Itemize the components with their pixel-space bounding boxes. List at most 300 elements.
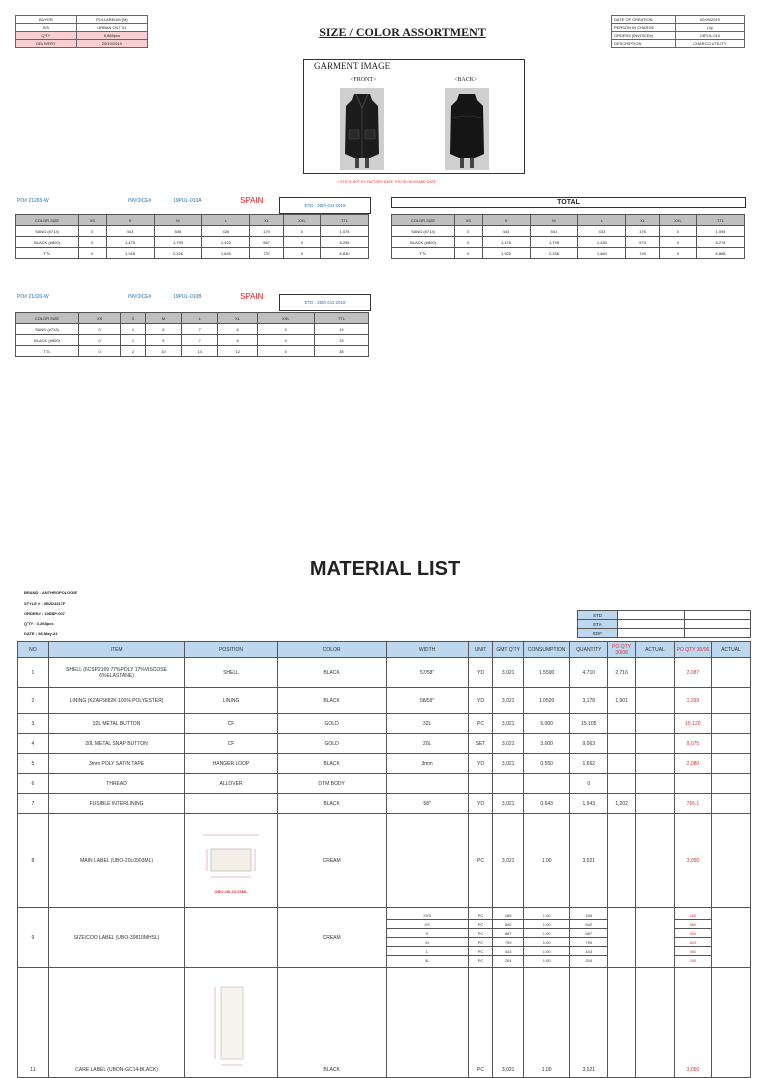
- size-subrow: [469, 911, 493, 920]
- size-subcell: PC: [469, 929, 493, 938]
- size-subcell: 887: [493, 929, 523, 938]
- material-cell-act1: [635, 658, 674, 688]
- material-cell-qty: 15,105: [570, 714, 608, 734]
- grid-cell: 433: [578, 226, 626, 237]
- grid-cell: 0: [79, 324, 121, 335]
- material-row-care-label: [18, 968, 751, 1078]
- grid-cell: 536: [154, 226, 202, 237]
- vest-front-image: [340, 88, 384, 170]
- material-cell-act1: [635, 908, 674, 968]
- material-cell-position: LINING: [185, 688, 277, 714]
- material-cell-position: CF: [185, 734, 277, 754]
- size-subtable: [493, 911, 523, 964]
- material-cell-position: [185, 908, 277, 968]
- grid-cell: 7: [182, 324, 218, 335]
- material-cell-color: BLACK: [277, 968, 386, 1078]
- grid-header-row: [16, 313, 369, 324]
- size-subcell: 204: [585, 957, 593, 963]
- size-subrow: [493, 929, 523, 938]
- material-cell-act1: [635, 774, 674, 794]
- material-cell-width: 57/58": [386, 658, 468, 688]
- material-cell-act2: [711, 734, 750, 754]
- size-subrow: [524, 920, 569, 929]
- grid-cell: BLACK (#800): [392, 237, 455, 248]
- header-right-row: [612, 24, 745, 32]
- size-subcell: 1.00: [524, 911, 569, 920]
- material-header-cell: GMT Q'TY: [493, 642, 524, 658]
- header-left-row: [16, 32, 148, 40]
- material-cell-po1: 1,901: [608, 688, 636, 714]
- grid-header-cell: M: [154, 215, 202, 226]
- grid-header-cell: COLOR SIZE: [392, 215, 455, 226]
- meta-qty: Q'TY : 3,268pcs: [24, 621, 54, 626]
- size-subrow: [524, 956, 569, 965]
- size-subcell: 1.00: [524, 929, 569, 938]
- header-left-value: PULLAREUM (M): [76, 16, 147, 24]
- po2-invoice-label: INVOICE#: [128, 294, 152, 300]
- material-cell-act1: [635, 714, 674, 734]
- material-cell-po2: 1,299: [674, 688, 711, 714]
- material-cell-act1: [635, 968, 674, 1078]
- material-cell-po1: 2,716: [608, 658, 636, 688]
- size-subrow: [524, 911, 569, 920]
- material-cell-color: BLACK: [277, 658, 386, 688]
- grid-cell: 1: [121, 324, 145, 335]
- eta-label: ETA: [578, 620, 618, 629]
- size-subrow: [524, 929, 569, 938]
- meta-brand: BRAND : ANTHROPOLOGIE: [24, 590, 78, 595]
- material-cell-qty: 3,021: [570, 968, 608, 1078]
- front-label: <FRONT>: [350, 77, 377, 83]
- material-cell-qty: [570, 908, 608, 968]
- grid-cell: 0: [79, 248, 107, 259]
- material-cell-gmt: 3,021: [493, 688, 524, 714]
- size-subcell: 180: [675, 911, 711, 920]
- size-subcell: 900: [675, 929, 711, 938]
- material-cell-cons: [524, 908, 570, 968]
- size-subcell: 799: [493, 938, 523, 947]
- material-cell-width: 32L: [386, 714, 468, 734]
- material-cell-no: 5: [18, 754, 49, 774]
- material-cell-item: 32L METAL BUTTON: [48, 714, 185, 734]
- grid-cell: 444: [482, 226, 530, 237]
- grid-header-cell: COLOR SIZE: [16, 313, 79, 324]
- po1-size-table: [15, 214, 369, 259]
- po2-country: SPAIN: [240, 292, 264, 301]
- material-row: [18, 688, 751, 714]
- material-cell-gmt: [493, 774, 524, 794]
- material-cell-position: [185, 968, 277, 1078]
- material-cell-color: BLACK: [277, 754, 386, 774]
- material-cell-no: 3: [18, 714, 49, 734]
- back-label: <BACK>: [454, 77, 478, 83]
- header-right-value: CHARCO UTILITY: [675, 40, 744, 48]
- vest-back-image: [445, 88, 489, 170]
- grid-cell: TTL: [392, 248, 455, 259]
- grid-row: [392, 226, 745, 237]
- size-subcell: 240: [689, 957, 697, 963]
- grid-cell: 2,336: [530, 248, 578, 259]
- material-cell-item: CARE LABEL (UBON-GC14-BLACK): [48, 968, 185, 1078]
- material-cell-gmt: 3,021: [493, 734, 524, 754]
- material-row: [18, 814, 751, 908]
- grid-header-cell: TTL: [321, 215, 369, 226]
- grid-cell: 5,255: [321, 237, 369, 248]
- grid-cell: 5: [145, 335, 181, 346]
- size-subcell: 1.00: [524, 938, 569, 947]
- material-cell-position: [185, 814, 277, 908]
- grid-header-cell: L: [182, 313, 218, 324]
- grid-cell: 6: [218, 335, 257, 346]
- material-row: [18, 754, 751, 774]
- header-right-value: 02/09/2019: [675, 16, 744, 24]
- material-cell-width: [386, 814, 468, 908]
- size-subcell: PC: [469, 938, 493, 947]
- label-diagram-icon: [199, 827, 263, 887]
- material-cell-position: SHELL: [185, 658, 277, 688]
- size-subcell: 460: [675, 947, 711, 956]
- header-right-table: [611, 15, 745, 48]
- size-subrow: [387, 911, 468, 920]
- grid-header-cell: TTL: [697, 215, 745, 226]
- header-right-row: [612, 40, 745, 48]
- material-cell-unit: YD: [468, 658, 493, 688]
- size-subrow: [469, 947, 493, 956]
- grid-header-cell: L: [202, 215, 250, 226]
- material-header-cell: UNIT: [468, 642, 493, 658]
- size-subrow: [524, 947, 569, 956]
- grid-cell: 14: [182, 346, 218, 357]
- size-subrow: [570, 920, 607, 929]
- material-cell-width: 20L: [386, 734, 468, 754]
- material-cell-position: [185, 794, 277, 814]
- material-header-cell: CONSUMPTION: [524, 642, 570, 658]
- grid-cell: 1,790: [154, 237, 202, 248]
- material-cell-no: 8: [18, 814, 49, 908]
- material-cell-no: 6: [18, 774, 49, 794]
- size-subrow: [675, 929, 711, 938]
- header-left-label: Q'TY: [16, 32, 77, 40]
- grid-header-cell: XS: [79, 215, 107, 226]
- material-cell-gmt: 3,021: [493, 754, 524, 774]
- size-subrow: [675, 911, 711, 920]
- size-subtable: [524, 911, 569, 964]
- grid-header-row: [392, 215, 745, 226]
- grid-cell: 170: [250, 226, 283, 237]
- material-header-cell: NO: [18, 642, 49, 658]
- grid-cell: 0: [79, 226, 107, 237]
- grid-cell: 1,475: [106, 237, 154, 248]
- size-subcell: 799: [570, 938, 607, 947]
- size-subrow: [570, 911, 607, 920]
- size-subrow: [493, 938, 523, 947]
- grid-header-cell: XS: [79, 313, 121, 324]
- grid-cell: 0: [455, 248, 483, 259]
- grid-cell: 1,863: [578, 248, 626, 259]
- material-header-cell: COLOR: [277, 642, 386, 658]
- material-cell-width: [386, 774, 468, 794]
- material-cell-act1: [635, 814, 674, 908]
- size-subrow: [469, 938, 493, 947]
- grid-header-cell: L: [578, 215, 626, 226]
- grid-cell: 0: [659, 248, 696, 259]
- size-subrow: [387, 938, 468, 947]
- po1-invoice: 19PUL-010A: [173, 198, 202, 204]
- page-title: SIZE / COLOR ASSORTMENT: [319, 25, 486, 39]
- material-row: [18, 794, 751, 814]
- grid-cell: 426: [202, 226, 250, 237]
- header-left-value: 20/10/2019: [76, 40, 147, 48]
- material-header-row: [18, 642, 751, 658]
- std-label: STD: [578, 611, 618, 620]
- size-subcell: 560: [675, 920, 711, 929]
- size-subrow: [675, 920, 711, 929]
- edf-label: EDF: [578, 629, 618, 638]
- material-cell-cons: 3.000: [524, 734, 570, 754]
- material-cell-color: CREAM: [277, 908, 386, 968]
- material-cell-no: 2: [18, 688, 49, 714]
- material-cell-po2: 3,050: [674, 968, 711, 1078]
- grid-cell: 1,423: [202, 237, 250, 248]
- material-cell-position: ALLOVER: [185, 774, 277, 794]
- grid-header-cell: S: [482, 215, 530, 226]
- material-cell-act2: [711, 658, 750, 688]
- material-header-cell: WIDTH: [386, 642, 468, 658]
- material-cell-act1: [635, 754, 674, 774]
- grid-cell: 0: [659, 226, 696, 237]
- grid-cell: 1,476: [482, 237, 530, 248]
- material-cell-act2: [711, 688, 750, 714]
- material-cell-item: LINING (KZAF5882K 100% POLYESTER): [48, 688, 185, 714]
- material-cell-act1: [635, 794, 674, 814]
- grid-row: [16, 324, 369, 335]
- care-label-diagram-icon: [201, 981, 261, 1071]
- header-left-label: BUYER: [16, 16, 77, 24]
- material-cell-unit: PC: [468, 968, 493, 1078]
- material-cell-po2: 2,087: [674, 658, 711, 688]
- po1-number: PO# 21265-W: [17, 198, 49, 204]
- header-right-row: [612, 32, 745, 40]
- grid-cell: 0: [455, 226, 483, 237]
- grid-header-cell: XL: [250, 215, 283, 226]
- grid-header-cell: XXL: [283, 215, 320, 226]
- total-title: TOTAL: [391, 197, 746, 208]
- size-subrow: [524, 938, 569, 947]
- size-subcell: 1.00: [524, 920, 569, 929]
- grid-row: [16, 237, 369, 248]
- grid-cell: 443: [106, 226, 154, 237]
- size-subrow: [570, 929, 607, 938]
- size-subcell: 1.00: [524, 947, 569, 956]
- material-cell-act1: [635, 688, 674, 714]
- material-cell-no: 11: [18, 968, 49, 1078]
- grid-header-cell: M: [145, 313, 181, 324]
- grid-cell: SAND (#713): [16, 226, 79, 237]
- material-cell-item: FUSIBLE INTERLINING: [48, 794, 185, 814]
- material-cell-item: MAIN LABEL (UBO-20L0903ML): [48, 814, 185, 908]
- grid-cell: 0: [257, 335, 314, 346]
- size-subcell: 1.00: [542, 957, 551, 963]
- material-cell-color: DTM BODY: [277, 774, 386, 794]
- material-cell-po1: [608, 968, 636, 1078]
- header-right-value: Lily: [675, 24, 744, 32]
- size-subrow: [387, 929, 468, 938]
- size-subrow: [493, 956, 523, 965]
- material-cell-act2: [711, 774, 750, 794]
- header-right-value: 19PUL-010: [675, 32, 744, 40]
- material-cell-cons: 5.000: [524, 714, 570, 734]
- grid-header-cell: XL: [626, 215, 659, 226]
- material-cell-no: 1: [18, 658, 49, 688]
- po2-invoice: 19PUL-010B: [173, 294, 202, 300]
- grid-cell: 0: [283, 226, 320, 237]
- grid-header-cell: XXL: [257, 313, 314, 324]
- material-header-cell: ACTUAL: [635, 642, 674, 658]
- material-header-cell: QUANTITY: [570, 642, 608, 658]
- header-left-value: URBAN OUT 01: [76, 24, 147, 32]
- grid-cell: 1,849: [202, 248, 250, 259]
- material-cell-qty: 3,178: [570, 688, 608, 714]
- material-cell-color: CREAM: [277, 814, 386, 908]
- material-header-cell: POSITION: [185, 642, 277, 658]
- material-cell-position: CF: [185, 714, 277, 734]
- grid-cell: 6,830: [321, 248, 369, 259]
- material-cell-act2: [711, 908, 750, 968]
- grid-cell: 19: [314, 324, 368, 335]
- header-left-value: 6,868pcs: [76, 32, 147, 40]
- grid-cell: 0: [257, 324, 314, 335]
- grid-cell: 573: [626, 237, 659, 248]
- material-cell-unit: YD: [468, 688, 493, 714]
- material-cell-unit: YD: [468, 794, 493, 814]
- grid-cell: 541: [530, 226, 578, 237]
- material-cell-cons: 0.643: [524, 794, 570, 814]
- size-subcell: 443: [570, 947, 607, 956]
- material-cell-po1: [608, 714, 636, 734]
- material-header-cell: ITEM: [48, 642, 185, 658]
- material-cell-cons: [524, 774, 570, 794]
- size-subcell: L: [387, 947, 468, 956]
- material-cell-item: 3mm POLY SATIN TAPE: [48, 754, 185, 774]
- size-subcell: 887: [570, 929, 607, 938]
- size-subrow: [570, 947, 607, 956]
- grid-row: [16, 346, 369, 357]
- material-cell-gmt: 3,021: [493, 794, 524, 814]
- size-subrow: [675, 938, 711, 947]
- main-label-caption: UBO-20L10-01ML: [214, 889, 248, 894]
- material-cell-qty: 1,662: [570, 754, 608, 774]
- garment-image-box: [303, 59, 525, 174]
- header-right-label: DESCRIPTION: [612, 40, 676, 48]
- material-cell-unit: [468, 774, 493, 794]
- grid-header-cell: M: [530, 215, 578, 226]
- header-right-label: ORDER# (INVOICE#): [612, 32, 676, 40]
- material-cell-po1: [608, 908, 636, 968]
- material-cell-unit: PC: [468, 714, 493, 734]
- size-subcell: 165: [493, 911, 523, 920]
- grid-cell: 7: [182, 335, 218, 346]
- grid-header-cell: TTL: [314, 313, 368, 324]
- material-cell-cons: 1.00: [524, 968, 570, 1078]
- size-subrow: [570, 938, 607, 947]
- material-cell-po2: 2,080: [674, 754, 711, 774]
- material-cell-act2: [711, 754, 750, 774]
- grid-cell: 2,326: [154, 248, 202, 259]
- size-subrow: [469, 956, 493, 965]
- material-cell-gmt: 3,021: [493, 814, 524, 908]
- size-subcell: XXS: [387, 911, 468, 920]
- material-cell-qty: 4,710: [570, 658, 608, 688]
- grid-cell: 749: [626, 248, 659, 259]
- material-cell-qty: 3,021: [570, 814, 608, 908]
- material-cell-gmt: [493, 908, 524, 968]
- size-subcell: 165: [570, 911, 607, 920]
- material-cell-po2: [674, 908, 711, 968]
- material-cell-po2: 15,120: [674, 714, 711, 734]
- main-label-drawing: [199, 827, 263, 889]
- grid-cell: 1,575: [321, 226, 369, 237]
- size-subtable: [387, 911, 468, 964]
- header-left-label: S/S: [16, 24, 77, 32]
- grid-cell: SAND (#713): [16, 324, 79, 335]
- material-cell-color: BLACK: [277, 688, 386, 714]
- material-cell-po1: [608, 814, 636, 908]
- material-table: [17, 641, 751, 1078]
- material-header-cell: PO QTY 30/06: [608, 642, 636, 658]
- size-subcell: PC: [469, 947, 493, 956]
- header-right-label: DATE OF CREATION: [612, 16, 676, 24]
- material-row-size-label: [18, 908, 751, 968]
- size-subtable: [469, 911, 493, 964]
- material-cell-gmt: 3,021: [493, 968, 524, 1078]
- material-cell-item: 20L METAL SNAP BUTTON: [48, 734, 185, 754]
- grid-cell: 0: [659, 237, 696, 248]
- grid-cell: 0: [283, 237, 320, 248]
- grid-cell: 176: [626, 226, 659, 237]
- std-eta-edf-table: [577, 610, 751, 638]
- material-cell-color: BLACK: [277, 794, 386, 814]
- material-row: [18, 714, 751, 734]
- grid-row: [392, 248, 745, 259]
- material-cell-item: SIZE/COO LABEL (UBO-39810MHSL): [48, 908, 185, 968]
- grid-cell: 38: [314, 346, 368, 357]
- grid-cell: 19: [314, 335, 368, 346]
- size-subrow: [570, 956, 607, 965]
- grid-cell: 0: [79, 237, 107, 248]
- grid-cell: TTL: [16, 248, 79, 259]
- size-subcell: 840: [675, 938, 711, 947]
- material-cell-item: SHELL (6CSP2169 77%POLY 17%VISCOSE 6%ELASTANE): [48, 658, 185, 688]
- material-cell-color: GOLD: [277, 734, 386, 754]
- grid-header-cell: XL: [218, 313, 257, 324]
- grid-cell: 1,430: [578, 237, 626, 248]
- meta-date: DATE : 28-May-24: [24, 631, 58, 636]
- material-cell-gmt: 3,021: [493, 658, 524, 688]
- header-right-label: PERSON IN CHARGE: [612, 24, 676, 32]
- material-cell-width: 58": [386, 794, 468, 814]
- material-header-cell: PO QTY 30/06: [674, 642, 711, 658]
- grid-cell: TTL: [16, 346, 79, 357]
- material-cell-unit: [468, 908, 493, 968]
- header-left-row: [16, 16, 148, 24]
- material-cell-width: 3mm: [386, 754, 468, 774]
- po2-etd: ETD : 20th Oct 2019: [279, 294, 371, 311]
- material-cell-unit: YD: [468, 754, 493, 774]
- material-cell-po1: [608, 774, 636, 794]
- size-subrow: [387, 956, 468, 965]
- material-cell-po2: 9,075: [674, 734, 711, 754]
- material-list-title: MATERIAL LIST: [309, 558, 461, 580]
